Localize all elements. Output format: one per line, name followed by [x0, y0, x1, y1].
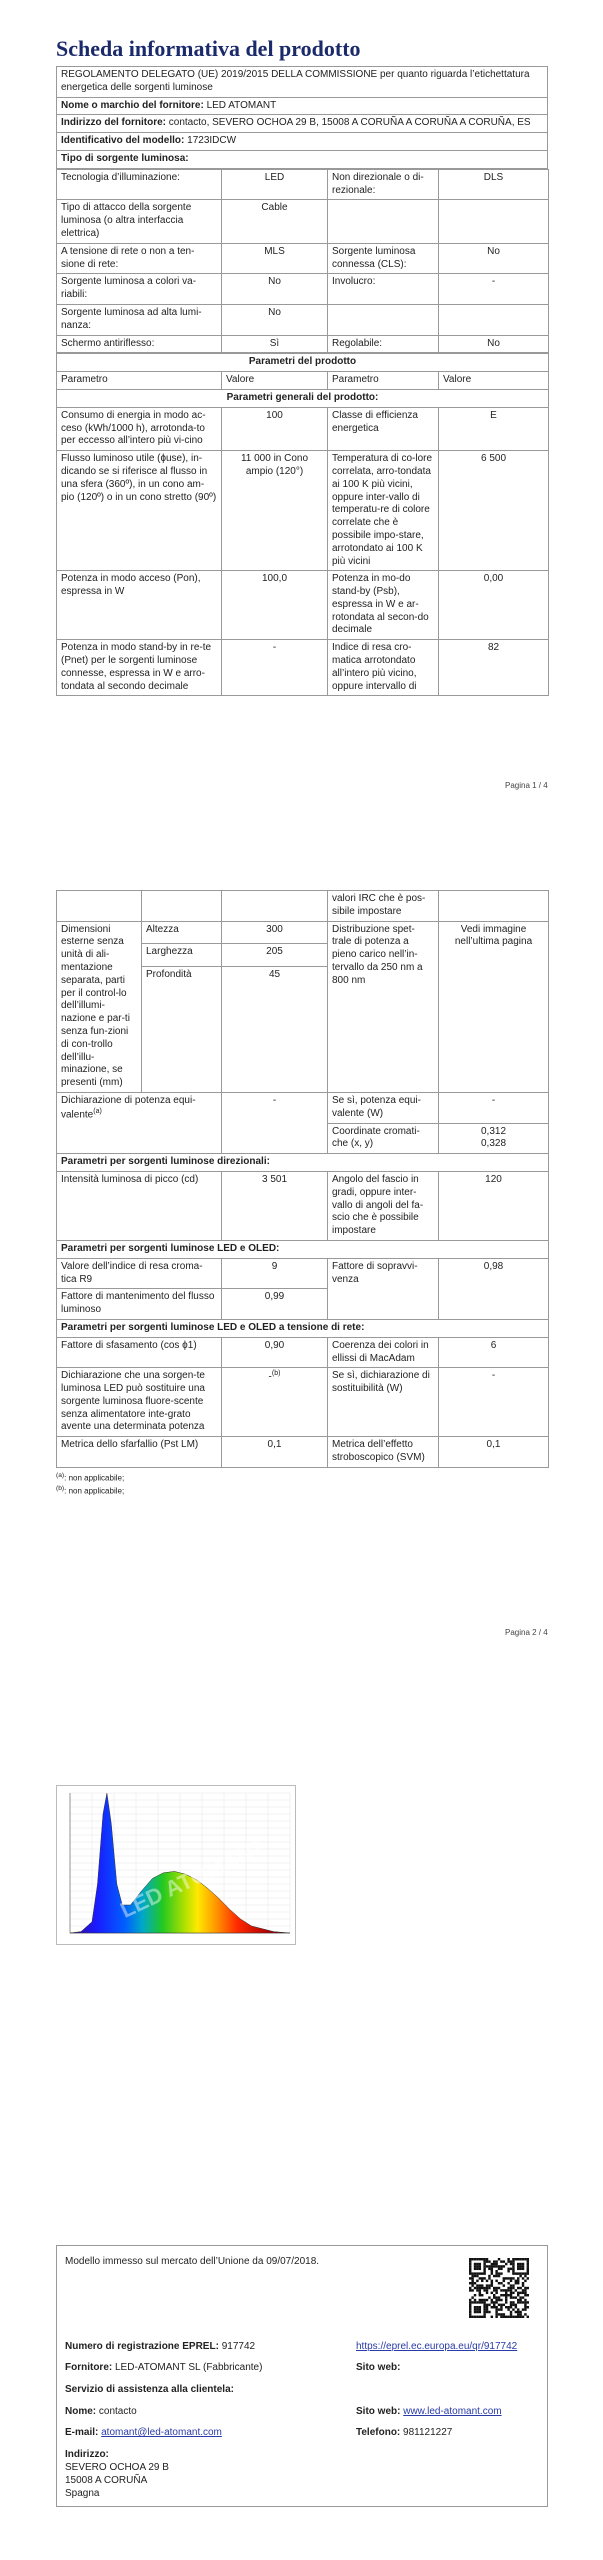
- general-param-row: [57, 451, 549, 571]
- page-number-1: Pagina 1 / 4: [505, 781, 548, 790]
- replace-w-label: Se sì, dichiarazione di sostituibilità (W): [328, 1368, 439, 1437]
- params-heading: Parametri del prodotto: [57, 354, 549, 372]
- qr-code-icon: [469, 2258, 529, 2318]
- survival-label: Fattore di sopravvi-venza: [328, 1258, 439, 1319]
- col-param-2: Parametro: [328, 372, 439, 390]
- phone-row: Telefono: 981121227: [356, 2427, 453, 2438]
- equiv-value: -: [222, 1092, 328, 1153]
- pf-label: Fattore di sfasamento (cos ϕ1): [57, 1337, 222, 1368]
- source-type-value-1: Cable: [222, 200, 328, 243]
- eprel-row: Numero di registrazione EPREL: 917742: [65, 2341, 256, 2352]
- regulation-text: REGOLAMENTO DELEGATO (UE) 2019/2015 DELLA COMMISSIONE per quanto riguarda l’etichettatura energetica delle sorgenti luminose: [57, 67, 548, 98]
- supplier-address: contacto, SEVERO OCHOA 29 B, 15008 A CORUÑA A CORUÑA A CORUÑA, ES: [168, 117, 531, 129]
- page-1: [56, 36, 548, 696]
- col-value-1: Valore: [222, 372, 328, 390]
- contact-name-row: Nome: contacto: [65, 2406, 137, 2417]
- site-label-1: Sito web:: [356, 2362, 401, 2373]
- general-param-label-1: Consumo di energia in modo ac-ceso (kWh/1000 h), arrotonda-to per eccesso all’intero più vi-cino: [57, 407, 222, 450]
- source-type-label-1: Schermo antiriflesso:: [57, 335, 222, 353]
- source-type-value-2: No: [439, 335, 549, 353]
- general-param-label-1: Flusso luminoso utile (ɸuse), in-dicando se si riferisce al flusso in una sfera (360º), in un cono am-pio (120º) o in un cono stretto (90º): [57, 451, 222, 571]
- source-type-value-2: DLS: [439, 169, 549, 200]
- pf-value: 0,90: [222, 1337, 328, 1368]
- chart-watermark: LED ATOMANT: [116, 1833, 270, 1923]
- equiv-label-cell: Dichiarazione di potenza equi-valente$^{(a)}$: [57, 1092, 222, 1153]
- macadam-value: 6: [439, 1337, 549, 1368]
- mains-heading: Parametri per sorgenti luminose LED e OLED a tensione di rete:: [57, 1319, 549, 1337]
- model-row: Identificativo del modello: 1723IDCW: [57, 133, 548, 151]
- source-type-row: [57, 243, 549, 274]
- equiv-w-label: Se sì, potenza equi-valente (W): [328, 1092, 439, 1123]
- general-param-value-2: 0,00: [439, 571, 549, 640]
- page-title: Scheda informativa del prodotto: [56, 36, 361, 61]
- led-heading: Parametri per sorgenti luminose LED e OLED:: [57, 1240, 549, 1258]
- source-type-label-1: Sorgente luminosa a colori va-riabili:: [57, 274, 222, 305]
- source-type-value-2: [439, 304, 549, 335]
- spectral-distribution-chart: [56, 1785, 296, 1945]
- website-link[interactable]: www.led-atomant.com: [403, 2406, 502, 2417]
- dim-value-0: 300: [222, 921, 328, 944]
- footnote-a: $^{(a)}$: non applicabile;: [56, 1471, 125, 1483]
- source-type-label-1: Tecnologia d’illuminazione:: [57, 169, 222, 200]
- general-param-label-2: Classe di efficienza energetica: [328, 407, 439, 450]
- source-type-label-2: Regolabile:: [328, 335, 439, 353]
- lumen-maint-label: Fattore di mantenimento del flusso luminoso: [57, 1289, 222, 1320]
- general-param-label-1: Potenza in modo acceso (Pon), espressa in W: [57, 571, 222, 640]
- page-number-2: Pagina 2 / 4: [505, 1628, 548, 1637]
- replace-w-value: -: [439, 1368, 549, 1437]
- phone-value: 981121227: [403, 2427, 453, 2438]
- pst-label: Metrica dello sfarfallio (Pst LM): [57, 1437, 222, 1468]
- general-param-row: [57, 571, 549, 640]
- spd-value: Vedi immagine nell’ultima pagina: [439, 921, 549, 1092]
- eprel-number: 917742: [221, 2341, 256, 2352]
- col-param-1: Parametro: [57, 372, 222, 390]
- source-type-value-2: -: [439, 274, 549, 305]
- general-param-label-2: Potenza in mo-do stand-by (Psb), espressa in W e ar-rotondata al secon-do decimale: [328, 571, 439, 640]
- general-param-row: [57, 407, 549, 450]
- dim-name-0: Altezza: [142, 921, 222, 944]
- eprel-link[interactable]: https://eprel.ec.europa.eu/qr/917742: [356, 2341, 518, 2352]
- lumen-maint-value: 0,99: [222, 1289, 328, 1320]
- source-type-value-1: No: [222, 304, 328, 335]
- source-type-row: [57, 169, 549, 200]
- dim-value-1: 205: [222, 944, 328, 967]
- params-table-cont: [56, 890, 549, 1468]
- address-line-2: 15008 A CORUÑA: [65, 2475, 148, 2486]
- svm-value: 0,1: [439, 1437, 549, 1468]
- general-param-value-2: E: [439, 407, 549, 450]
- r9-value: 9: [222, 1258, 328, 1289]
- supplier-address-row: Indirizzo del fornitore: contacto, SEVERO OCHOA 29 B, 15008 A CORUÑA A CORUÑA A CORUÑA, ES: [57, 115, 548, 133]
- supplier-name: LED ATOMANT: [206, 99, 277, 111]
- source-type-heading: Tipo di sorgente luminosa:: [57, 150, 548, 168]
- replace-label: Dichiarazione che una sorgen-te luminosa LED può sostituire una sorgente luminosa fluore-scente senza alimentatore inte-grato avente una determinata potenza: [57, 1368, 222, 1437]
- directional-heading: Parametri per sorgenti luminose direzionali:: [57, 1154, 549, 1172]
- source-type-value-2: No: [439, 243, 549, 274]
- page-2: [56, 890, 548, 1497]
- source-type-label-2: Non direzionale o di-rezionale:: [328, 169, 439, 200]
- header-table: [56, 66, 548, 169]
- contact-name: contacto: [98, 2406, 137, 2417]
- general-param-value-1: 100: [222, 407, 328, 450]
- source-type-table: [56, 169, 549, 354]
- source-type-row: [57, 304, 549, 335]
- model-id: 1723IDCW: [187, 135, 237, 147]
- dimensions-label: Dimensioni esterne senza unità di ali-mentazione separata, parti per il control-lo dell’illumi-nazione e par-ti senza fun-zioni di con-trollo dell’illu-minazione, se presenti (mm): [57, 921, 142, 1092]
- supplier-value: LED-ATOMANT SL (Fabbricante): [115, 2362, 263, 2373]
- general-param-value-2: 82: [439, 640, 549, 696]
- address-line-1: SEVERO OCHOA 29 B: [65, 2462, 169, 2473]
- macadam-label: Coerenza dei colori in ellissi di MacAdam: [328, 1337, 439, 1368]
- chroma-values: 0,312 0,328: [439, 1123, 549, 1154]
- peak-label: Intensità luminosa di picco (cd): [57, 1171, 222, 1240]
- dim-value-2: 45: [222, 966, 328, 1092]
- dim-name-1: Larghezza: [142, 944, 222, 967]
- svm-label: Metrica dell’effetto stroboscopico (SVM): [328, 1437, 439, 1468]
- general-param-value-1: 100,0: [222, 571, 328, 640]
- general-param-value-1: -: [222, 640, 328, 696]
- source-type-label-1: Tipo di attacco della sorgente luminosa (o altra interfaccia elettrica): [57, 200, 222, 243]
- source-type-value-1: MLS: [222, 243, 328, 274]
- cri-cont-text: valori IRC che è pos-sibile impostare: [328, 891, 439, 922]
- replace-value-cell: -$^{(b)}$: [222, 1368, 328, 1437]
- source-type-label-2: Involucro:: [328, 274, 439, 305]
- supplier-row: Fornitore: LED-ATOMANT SL (Fabbricante): [65, 2362, 263, 2373]
- market-date: Modello immesso sul mercato dell’Unione da 09/07/2018.: [65, 2256, 320, 2267]
- general-param-label-2: Indice di resa cro-matica arrotondato all’intero più vicino, oppure intervallo di: [328, 640, 439, 696]
- peak-value: 3 501: [222, 1171, 328, 1240]
- beam-value: 120: [439, 1171, 549, 1240]
- dim-name-2: Profondità: [142, 966, 222, 1092]
- general-param-value-2: 6 500: [439, 451, 549, 571]
- spd-label: Distribuzione spet-trale di potenza a pieno carico nell’in-tervallo da 250 nm a 800 nm: [328, 921, 439, 1092]
- col-value-2: Valore: [439, 372, 549, 390]
- general-param-label-1: Potenza in modo stand-by in re-te (Pnet) per le sorgenti luminose connesse, espressa in W e arro-tondata al secondo decimale: [57, 640, 222, 696]
- survival-value: 0,98: [439, 1258, 549, 1319]
- email-row: E-mail: atomant@led-atomant.com: [65, 2427, 222, 2438]
- source-type-label-2: [328, 304, 439, 335]
- general-heading: Parametri generali del prodotto:: [57, 389, 549, 407]
- service-label: Servizio di assistenza alla clientela:: [65, 2384, 234, 2395]
- site-row-2: Sito web: www.led-atomant.com: [356, 2406, 502, 2417]
- source-type-row: [57, 200, 549, 243]
- email-link[interactable]: atomant@led-atomant.com: [101, 2427, 222, 2438]
- supplier-name-row: Nome o marchio del fornitore: LED ATOMANT: [57, 97, 548, 115]
- chroma-label: Coordinate cromati-che (x, y): [328, 1123, 439, 1154]
- params-table: [56, 353, 549, 696]
- source-type-value-1: LED: [222, 169, 328, 200]
- source-type-label-2: [328, 200, 439, 243]
- footnote-b: $^{(b)}$: non applicabile;: [56, 1484, 125, 1496]
- source-type-label-1: A tensione di rete o non a ten-sione di rete:: [57, 243, 222, 274]
- general-param-value-1: 11 000 in Cono ampio (120°): [222, 451, 328, 571]
- general-param-label-2: Temperatura di co-lore correlata, arro-tondata ai 100 K più vicini, oppure inter-vallo di temperatu-re di colore correlate che è possibile impo-stare, arrotondato ai 100 K più vicini: [328, 451, 439, 571]
- pst-value: 0,1: [222, 1437, 328, 1468]
- source-type-row: [57, 335, 549, 353]
- source-type-value-1: No: [222, 274, 328, 305]
- beam-label: Angolo del fascio in gradi, oppure inter-vallo di angoli del fa-scio che è possibile impostare: [328, 1171, 439, 1240]
- source-type-value-1: Sì: [222, 335, 328, 353]
- general-param-row: [57, 640, 549, 696]
- source-type-label-2: Sorgente luminosa connessa (CLS):: [328, 243, 439, 274]
- source-type-value-2: [439, 200, 549, 243]
- equiv-w-value: -: [439, 1092, 549, 1123]
- address-label: Indirizzo:: [65, 2449, 109, 2460]
- r9-label: Valore dell’indice di resa croma-tica R9: [57, 1258, 222, 1289]
- address-line-3: Spagna: [65, 2488, 100, 2499]
- source-type-label-1: Sorgente luminosa ad alta lumi-nanza:: [57, 304, 222, 335]
- source-type-row: [57, 274, 549, 305]
- product-info-card: [56, 2245, 548, 2507]
